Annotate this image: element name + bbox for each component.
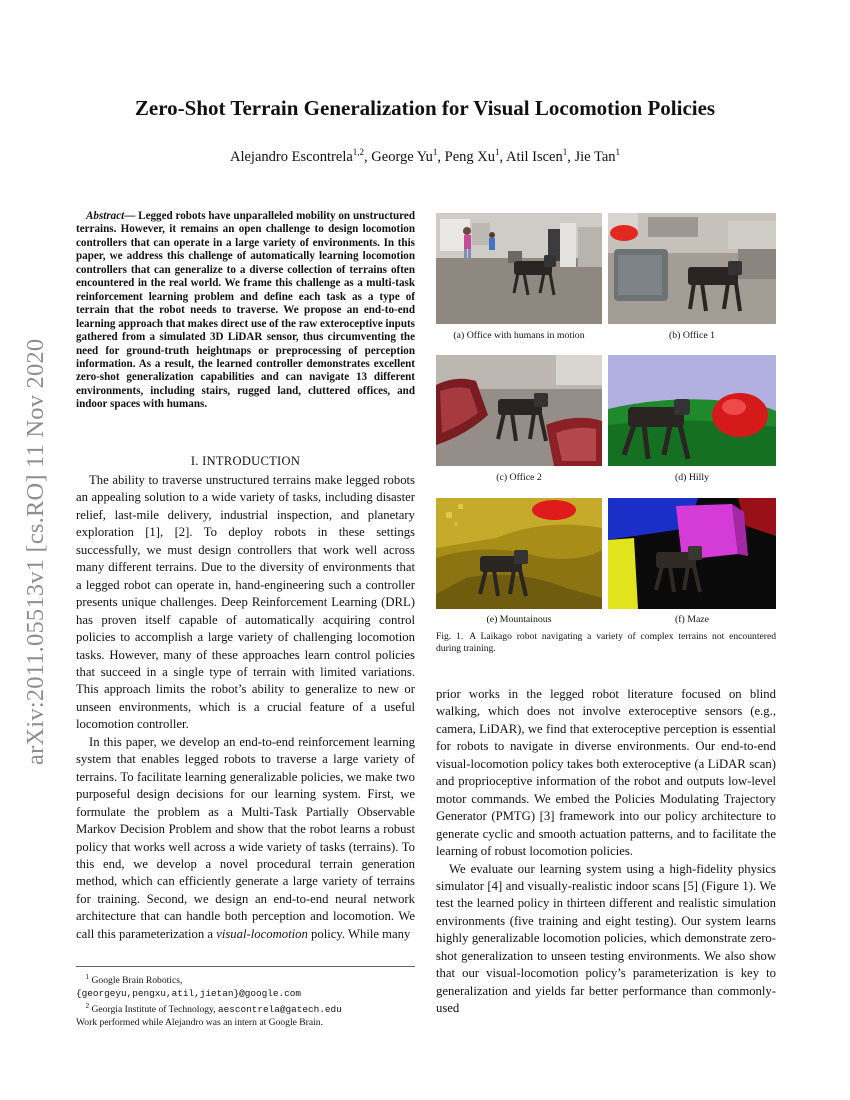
arxiv-identifier[interactable]: arXiv:2011.05513v1 [cs.RO] 11 Nov 2020 (22, 338, 49, 765)
subcaption-c: (c) Office 2 (496, 472, 542, 483)
figure-panel-hilly (608, 355, 776, 466)
figure-panel-office-1 (608, 213, 776, 324)
introduction-body (76, 472, 415, 943)
intro-paragraph-text: In this paper, we develop an end-to-end reinforcement learning system that enables legged robots to traverse a large variety of terrains. To facilitate learning generalizable policies, we make two purposeful design decisions for our learning system. First, we formulate the problem as a Multi-Task Partially Observable Markov Decision Problem and show that the robot learns a robust policy that works well across a wide variety of tasks (terrains). To this end, we develop a novel procedural terrain generation method, which can efficiently generate a large variety of terrains for training. Second, we design an end-to-end neural network architecture that can handle both perception and locomotion. We call this parameterization a (76, 734, 415, 941)
footnote (76, 971, 415, 988)
subcaption-d: (d) Hilly (674, 472, 709, 483)
intro-italic-term: visual-locomotion (216, 926, 308, 941)
abstract-text: — Legged robots have unparalleled mobility on unstructured terrains. However, it remains an open challenge to design locomotion controllers that can operate in a large variety of environments. In this paper, we address this challenge of automatically learning locomotion controllers that can generalize to a diverse collection of terrains often encountered in the real world. We frame this challenge as a multi-task reinforcement learning problem and define each task as a type of terrain that the robot needs to traverse. We propose an end-to-end learning approach that makes direct use of the raw exteroceptive inputs gathered from a simulated 3D LiDAR sensor, thus circumventing the need for ground-truth heightmaps or preprocessing of perception information. As a result, the learned controller demonstrates excellent zero-shot generalization capabilities and can navigate 13 different environments, including stairs, rugged land, cluttered offices, and indoor spaces with humans. (76, 210, 415, 411)
author-affiliation: 1,2 (352, 147, 365, 157)
subcaption-f: (f) Maze (675, 614, 709, 625)
body-paragraph: We evaluate our learning system using a high-fidelity physics simulator [4] and visually-realistic indoor scans [5] (Figure 1). We test the learned policy in thirteen different and realistic simulation environments (five training and eight testing). Our system learns highly generalizable locomotion policies, which demonstrate zero-shot generalization to unseen testing environments. We also show that our visual-locomotion policy’s parameterization is key to generalization and yields far better performance than commonly-used (436, 861, 776, 1016)
figure-1 (436, 213, 776, 653)
abstract-label: Abstract (86, 210, 125, 222)
right-column-body (436, 686, 776, 1018)
figure-panel-office-2 (436, 355, 602, 466)
author-affiliation: 1 (562, 147, 568, 157)
footnote-emails[interactable]: {georgeyu,pengxu,atil,jietan}@google.com (76, 987, 302, 999)
author-affiliation: 1 (615, 147, 621, 157)
figure-caption-text: A Laikago robot navigating a variety of complex terrains not encountered during training. (436, 631, 776, 654)
hilly-image (608, 355, 776, 466)
footnote-mark: 1 (85, 973, 90, 981)
author-name: Jie Tan (574, 148, 616, 165)
author-list: Alejandro Escontrela$^{1,2}$, George Yu$^1$, Peng Xu$^1$, Atil Iscen$^1$, Jie Tan$^1$ (229, 147, 621, 165)
figure-caption (436, 631, 776, 655)
footnote-note: Work performed while Alejandro was an intern at Google Brain. (76, 1017, 323, 1029)
subcaption-e: (e) Mountainous (486, 614, 552, 625)
section-heading-introduction: I. INTRODUCTION (190, 454, 301, 468)
footnote-mark: 2 (85, 1002, 90, 1011)
author-name: Alejandro Escontrela (229, 148, 353, 165)
figure-panel-mountainous (436, 498, 602, 609)
author-name: Peng Xu (444, 148, 496, 165)
figure-panel-office-humans (436, 213, 602, 324)
mountainous-image (436, 498, 602, 609)
office-1-image (608, 213, 776, 324)
abstract (76, 210, 415, 412)
intro-paragraph-tail: policy. While many (307, 926, 411, 941)
author-affiliation: 1 (432, 147, 438, 157)
subcaption-a: (a) Office with humans in motion (453, 330, 585, 341)
author-name: George Yu (371, 148, 433, 165)
footnote (76, 1000, 415, 1017)
footnotes (76, 966, 415, 1030)
maze-image (608, 498, 776, 609)
author-name: Atil Iscen (505, 148, 563, 165)
office-humans-image (436, 213, 602, 324)
paper-title: Zero-Shot Terrain Generalization for Visual Locomotion Policies (134, 96, 716, 120)
figure-caption-label: Fig. 1. (436, 631, 464, 642)
figure-panel-maze (608, 498, 776, 609)
footnote-text: Georgia Institute of Technology, (91, 1004, 219, 1016)
footnote-text: Google Brain Robotics, (91, 975, 183, 987)
intro-paragraph: The ability to traverse unstructured terrains make legged robots an appealing solution to a wide variety of tasks, including disaster relief, last-mile delivery, industrial inspection, and planetary exploration [1], [2]. To deploy robots in these settings successfully, we must design controllers that work well across many different terrains. Due to the diversity of environments that a legged robot can operate in, hand-engineering such a controller presents unique challenges. Deep Reinforcement Learning (DRL) has proven itself capable of automatically acquiring control policies to accomplish a large variety of challenging locomotion tasks. However, many of these approaches learn control policies that succeed in a single type of terrain with limited variations. This approach limits the robot’s ability to generalize to new or unseen environments, which is a crucial feature of a useful locomotion controller. (76, 473, 415, 732)
subcaption-b: (b) Office 1 (668, 330, 716, 341)
office-2-image (436, 355, 602, 466)
author-affiliation: 1 (495, 147, 500, 157)
body-paragraph: prior works in the legged robot literature focused on blind walking, which does not involve exteroceptive sensors (e.g., camera, LiDAR), we find that exteroceptive perception is essential for robots to navigate in diverse environments. Our end-to-end visual-locomotion policy takes both exteroceptive (a LiDAR scan) and proprioceptive information of the robot and outputs low-level motor commands. We embed the Policies Modulating Trajectory Generator (PMTG) [3] framework into our policy architecture to generate cyclic and smooth actuation patterns, and to facilitate the learning of robust locomotion policies. (436, 687, 776, 859)
intro-paragraph (76, 734, 415, 943)
footnote-email[interactable]: aescontrela@gatech.edu (218, 1004, 342, 1016)
